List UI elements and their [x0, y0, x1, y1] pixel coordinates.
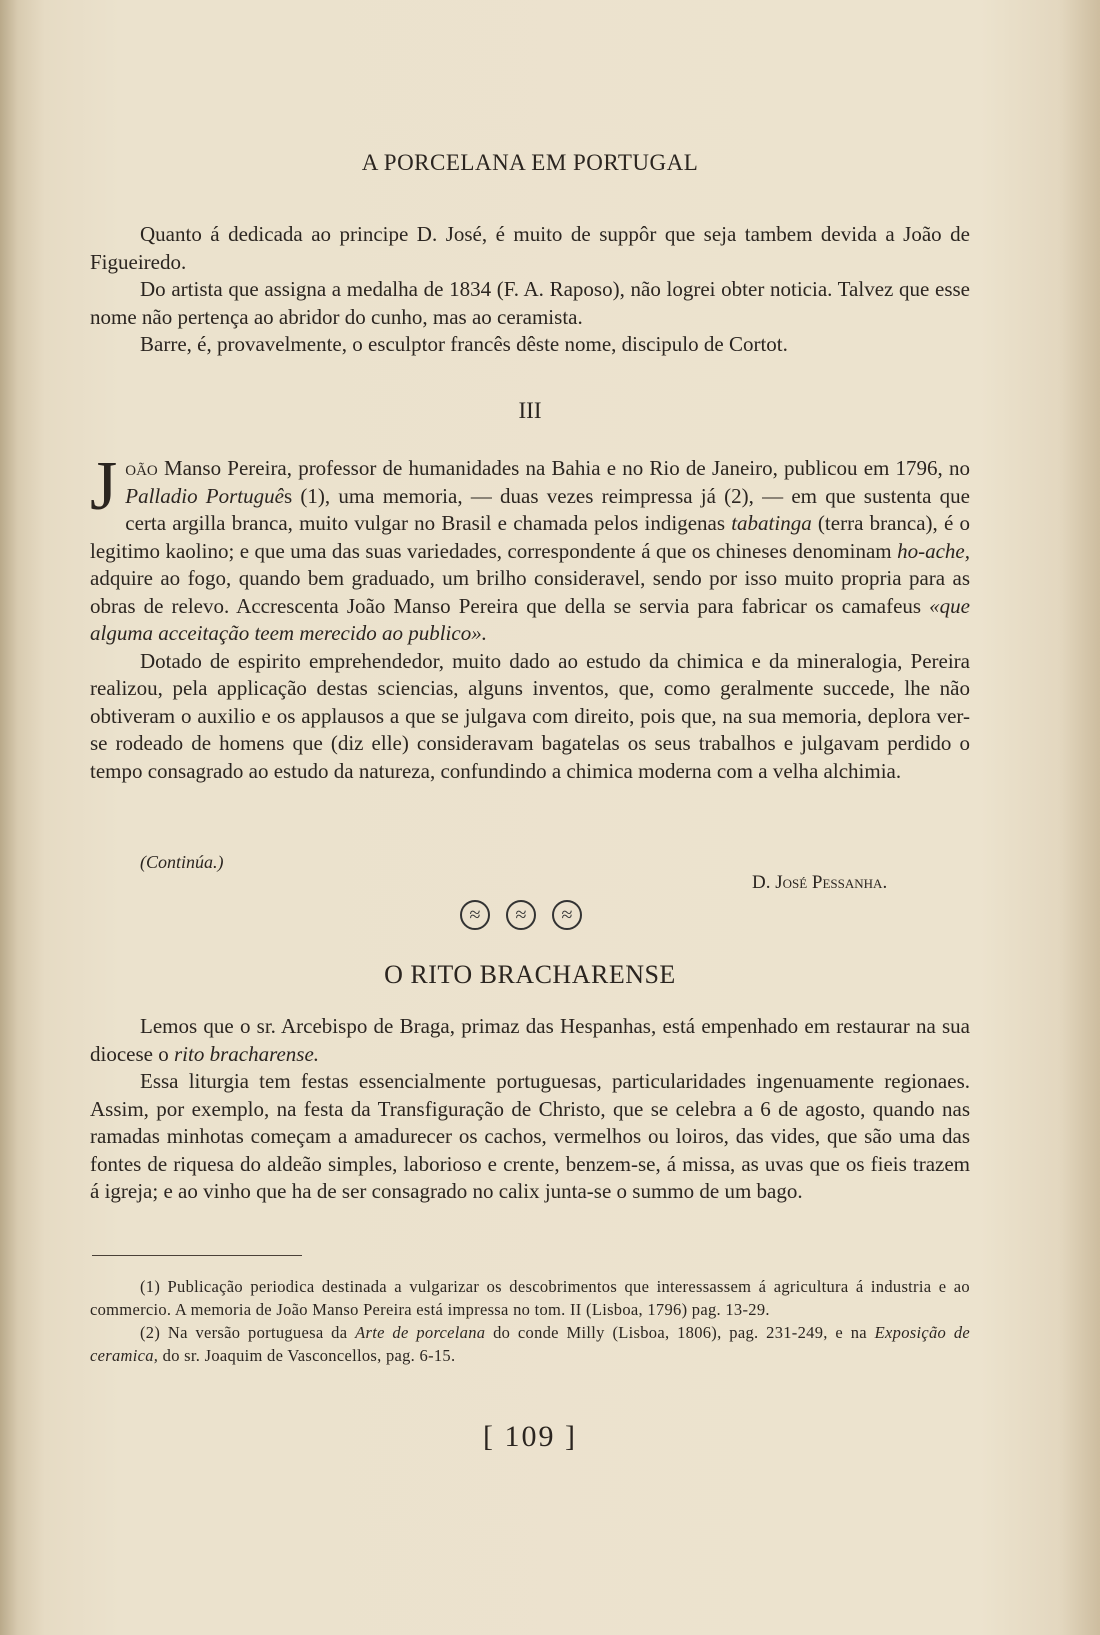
- swirl-ornament-icon: ≈: [506, 900, 536, 930]
- italic-term: tabatinga: [731, 511, 812, 535]
- intro-text: [90, 221, 970, 359]
- text-run: Manso Pereira, professor de humanidades na Bahia e no Rio de Janeiro, publicou em 1796, no: [157, 456, 970, 480]
- paragraph: Do artista que assigna a medalha de 1834 (F. A. Raposo), não logrei obter noticia. Talvez que esse nome não pertença ao abridor do cunho, mas ao ceramista.: [90, 277, 970, 329]
- footnote: [90, 1321, 970, 1367]
- footnote-divider: [92, 1255, 302, 1256]
- text-run: Lemos que o sr. Arcebispo de Braga, primaz das Hespanhas, está empenhado em restaurar na sua diocese o: [90, 1014, 970, 1066]
- paragraph: [90, 1013, 970, 1068]
- paragraph: [90, 448, 970, 648]
- text-run: s (1), uma memoria, — duas vezes reimpressa já (2), — em que sustenta que certa argilla branca, muito vulgar no Brasil e chamada pelos indigenas: [125, 483, 970, 535]
- section-ornament: [460, 900, 610, 930]
- text-run: adquire ao fogo, quando bem graduado, um brilho consideravel, sendo por isso muito propria para as obras de relevo. Accrescenta João Manso Pereira que della se servia para fabricar os camafeus: [90, 566, 970, 618]
- swirl-ornament-icon: ≈: [460, 900, 490, 930]
- section-iii-text: [90, 448, 970, 785]
- swirl-ornament-icon: ≈: [552, 900, 582, 930]
- italic-title: Palladio Portuguê: [125, 483, 284, 508]
- drop-cap: J: [90, 448, 118, 525]
- paragraph: Barre, é, provavelmente, o esculptor francês dêste nome, discipulo de Cortot.: [140, 332, 788, 356]
- rito-text: [90, 1013, 970, 1206]
- page-number: [ 109 ]: [483, 1420, 577, 1453]
- text-run: do sr. Joaquim de Vasconcellos, pag. 6-15.: [158, 1346, 456, 1365]
- paragraph: Dotado de espirito emprehendedor, muito dado ao estudo da chimica e da mineralogia, Pereira realizou, pela applicação destas sciencias, alguns inventos, que, como geralmente succede, lhe não obtiveram o auxilio e os applausos a que se julgava com direito, pois que, na sua memoria, deplora ver-se rodeado de homens que (diz elle) consideravam bagatelas os seus trabalhos e julgavam perdido o tempo consagrado ao estudo da natureza, confundindo a chimica moderna com a velha alchimia.: [90, 648, 970, 783]
- text-run: (2) Na versão portuguesa da: [140, 1323, 356, 1342]
- running-head: A PORCELANA EM PORTUGAL: [361, 150, 699, 175]
- lead-word: oão: [125, 456, 158, 480]
- article-title: O RITO BRACHARENSE: [384, 960, 676, 989]
- text-run: (terra branca), é o legitimo kaolino; e que uma das suas variedades, correspondente á que os chineses denominam: [90, 511, 970, 563]
- paragraph: Essa liturgia tem festas essencialmente portuguesas, particularidades ingenuamente regionaes. Assim, por exemplo, na festa da Transfiguração de Christo, que se celebra a 6 de agosto, quando nas ramadas minhotas começam a amadurecer os cachos, vermelhos ou loiros, das vides, que são uma das fontes de riquesa do aldeão simples, laborioso e crente, benzem-se, á missa, as uvas que os fieis trazem á igreja; e ao vinho que ha de ser consagrado no calix junta-se o summo de um bago.: [90, 1069, 970, 1203]
- section-number: III: [518, 398, 542, 423]
- italic-quote: «que alguma acceitação teem merecido ao publico».: [90, 593, 970, 645]
- continua-note: (Continúa.): [140, 852, 224, 872]
- footnotes: [90, 1275, 970, 1367]
- paragraph: Quanto á dedicada ao principe D. José, é muito de suppôr que seja tambem devida a João de Figueiredo.: [90, 222, 970, 274]
- author-signature: D. José Pessanha.: [752, 872, 888, 893]
- italic-title: Exposição de ceramica,: [90, 1323, 971, 1365]
- italic-term: rito bracharense.: [173, 1041, 320, 1066]
- italic-title: Arte de porcelana: [355, 1323, 486, 1342]
- text-run: do conde Milly (Lisboa, 1806), pag. 231-249, e na: [485, 1323, 875, 1342]
- italic-term: ho-ache,: [897, 538, 970, 563]
- footnote: (1) Publicação periodica destinada a vulgarizar os descobrimentos que interessassem á agricultura á industria e ao commercio. A memoria de João Manso Pereira está impressa no tom. II (Lisboa, 1796) pag. 13-29.: [90, 1277, 970, 1319]
